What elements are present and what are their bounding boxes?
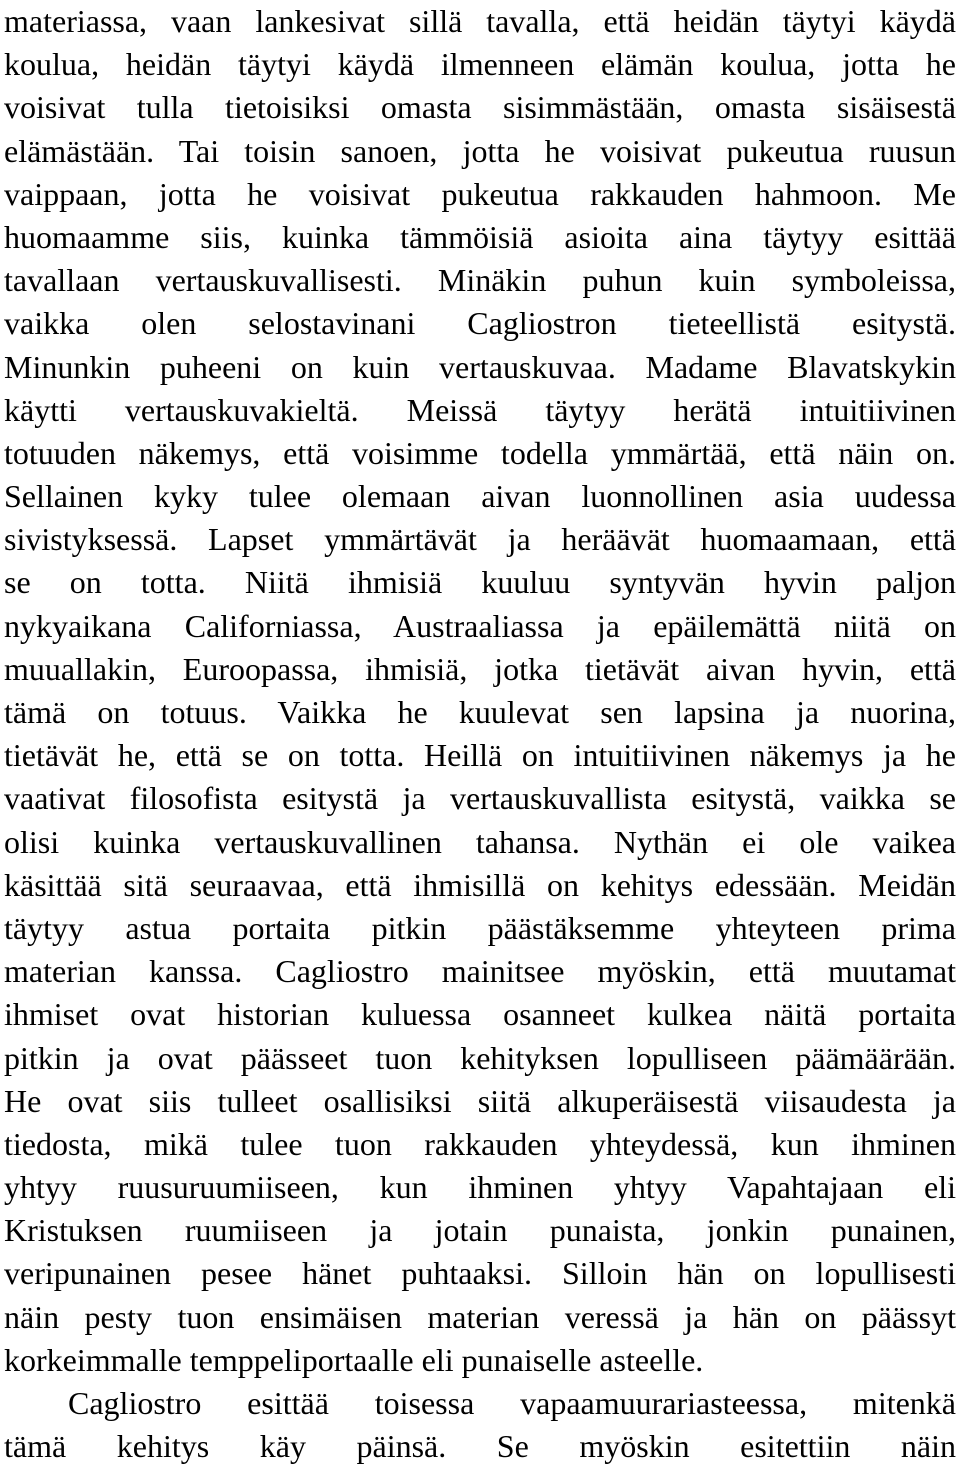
text-line: Sellainen kyky tulee olemaan aivan luonnollinen asia uudessa bbox=[4, 478, 956, 515]
text-line: tiedosta, mikä tulee tuon rakkauden yhteydessä, kun ihminen bbox=[4, 1125, 956, 1162]
text-line: nykyaikana Californiassa, Austraaliassa ja epäilemättä niitä on bbox=[4, 607, 956, 644]
text-line: materiassa, vaan lankesivat sillä tavalla, että heidän täytyi käydä bbox=[4, 3, 956, 39]
text-line: yhtyy ruusuruumiiseen, kun ihminen yhtyy Vapahtajaan eli bbox=[4, 1169, 956, 1206]
text-line: Kristuksen ruumiiseen ja jotain punaista, jonkin punainen, bbox=[4, 1212, 956, 1249]
text-line: sivistyksessä. Lapset ymmärtävät ja heräävät huomaamaan, että bbox=[4, 521, 956, 558]
text-line: huomaamme siis, kuinka tämmöisiä asioita aina täytyy esittää bbox=[4, 218, 956, 255]
text-line: voisivat tulla tietoisiksi omasta sisimmästään, omasta sisäisestä bbox=[4, 89, 956, 126]
text-line: tämä on totuus. Vaikka he kuulevat sen lapsina ja nuorina, bbox=[4, 694, 956, 730]
paragraph-start-line: Cagliostro esittää toisessa vapaamuurariasteessa, mitenkä bbox=[68, 1385, 956, 1421]
text-line: pitkin ja ovat päässeet tuon kehityksen lopulliseen päämäärään. bbox=[4, 1039, 956, 1076]
paragraph-end-line: korkeimmalle temppeliportaalle eli punaiselle asteelle. bbox=[4, 1341, 704, 1378]
text-line: vaikka olen selostavinani Cagliostron tieteellistä esitystä. bbox=[4, 305, 956, 342]
text-line: tämä kehitys käy päinsä. Se myöskin esitettiin näin bbox=[4, 1428, 956, 1465]
text-line: materian kanssa. Cagliostro mainitsee myöskin, että muutamat bbox=[4, 953, 956, 990]
text-line: tavallaan vertauskuvallisesti. Minäkin puhun kuin symboleissa, bbox=[4, 262, 956, 299]
text-line: vaippaan, jotta he voisivat pukeutua rakkauden hahmoon. Me bbox=[4, 175, 956, 212]
text-line: totuuden näkemys, että voisimme todella ymmärtää, että näin on. bbox=[4, 434, 956, 471]
text-line: olisi kuinka vertauskuvallinen tahansa. Nythän ei ole vaikea bbox=[4, 823, 956, 860]
text-line: käytti vertauskuvakieltä. Meissä täytyy herätä intuitiivinen bbox=[4, 391, 956, 428]
text-line: vaativat filosofista esitystä ja vertauskuvallista esitystä, vaikka se bbox=[4, 780, 956, 817]
text-line: käsittää sitä seuraavaa, että ihmisillä on kehitys edessään. Meidän bbox=[4, 866, 956, 903]
text-line: tietävät he, että se on totta. Heillä on intuitiivinen näkemys ja he bbox=[4, 737, 956, 774]
text-line: veripunainen pesee hänet puhtaaksi. Silloin hän on lopullisesti bbox=[4, 1255, 956, 1292]
text-line: He ovat siis tulleet osallisiksi siitä alkuperäisestä viisaudesta ja bbox=[4, 1082, 956, 1119]
text-line: koulua, heidän täytyi käydä ilmenneen elämän koulua, jotta he bbox=[4, 46, 956, 83]
text-line: näin pesty tuon ensimäisen materian veressä ja hän on päässyt bbox=[4, 1298, 956, 1335]
text-line: Minunkin puheeni on kuin vertauskuvaa. Madame Blavatskykin bbox=[4, 348, 956, 385]
text-line: täytyy astua portaita pitkin päästäksemme yhteyteen prima bbox=[4, 909, 956, 946]
text-line: muuallakin, Euroopassa, ihmisiä, jotka tietävät aivan hyvin, että bbox=[4, 650, 956, 687]
text-line: ihmiset ovat historian kuluessa osanneet kulkea näitä portaita bbox=[4, 996, 956, 1033]
text-line: se on totta. Niitä ihmisiä kuuluu syntyvän hyvin paljon bbox=[4, 564, 956, 601]
text-line: elämästään. Tai toisin sanoen, jotta he voisivat pukeutua ruusun bbox=[4, 132, 956, 169]
